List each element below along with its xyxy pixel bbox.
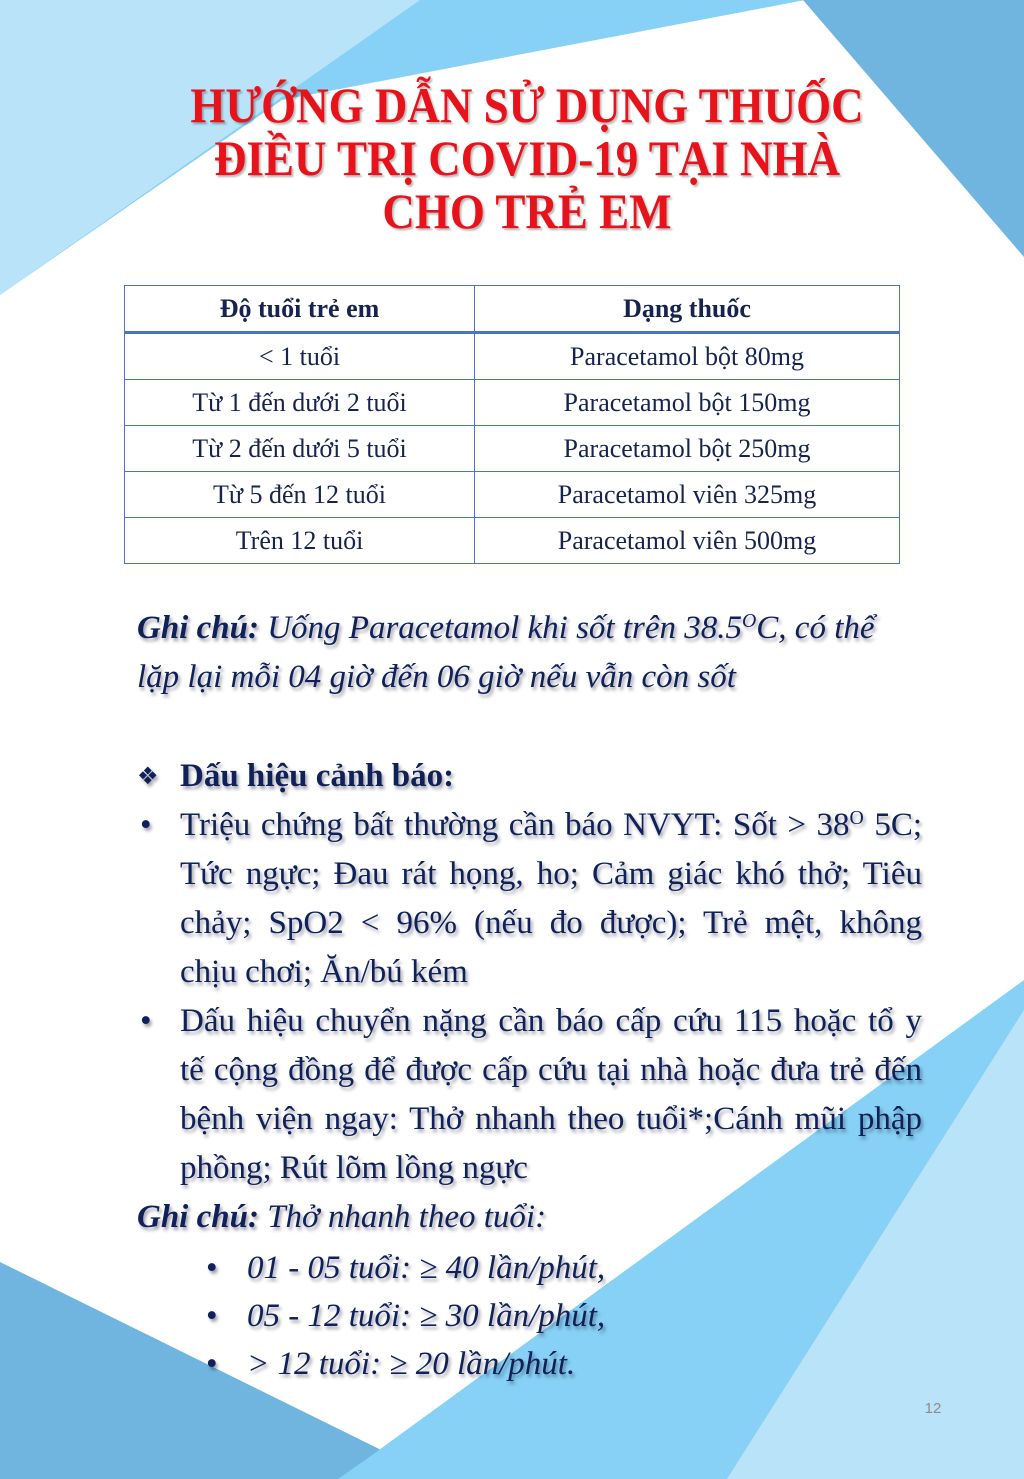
page-number: 12 [924,1400,942,1417]
column-header-medicine: Dạng thuốc [475,286,900,333]
column-header-age: Độ tuổi trẻ em [125,286,475,333]
age-cell: < 1 tuổi [125,333,475,380]
medicine-cell: Paracetamol viên 500mg [475,518,900,564]
heading-text: Dấu hiệu cảnh báo: [180,758,455,794]
degree-superscript: O [849,807,864,830]
section-heading [137,752,922,801]
note-label: Ghi chú: [137,1199,259,1235]
table-row [125,333,900,380]
item-text: 5C; [863,807,923,843]
note-label: Ghi chú: [137,610,259,646]
age-cell: Từ 5 đến 12 tuổi [125,472,475,518]
table-header-row [125,286,900,333]
dosage-table [124,285,900,564]
list-item [137,1292,922,1340]
fever-note-line: lặp lại mỗi 04 giờ đến 06 giờ nếu vẫn còn sốt [137,659,736,695]
bullet-icon: • [140,1003,152,1039]
bullet-icon: • [206,1346,218,1382]
item-line: Dấu hiệu chuyển nặng cần báo cấp cứu 115 hoặc tổ y [180,1003,922,1039]
bullet-icon: • [206,1250,218,1286]
item-line: chịu chơi; Ăn/bú kém [180,954,468,990]
warning-signs-section [137,752,922,1388]
page-title [27,79,1024,238]
medicine-cell: Paracetamol bột 250mg [475,426,900,472]
rate-text: 05 - 12 tuổi: ≥ 30 lần/phút, [247,1298,606,1334]
bullet-icon: • [206,1298,218,1334]
title-line: CHO TRẺ EM [382,183,672,239]
diamond-bullet-icon: ❖ [137,762,159,790]
item-line: phồng; Rút lõm lồng ngực [180,1150,528,1186]
rate-text: 01 - 05 tuổi: ≥ 40 lần/phút, [247,1250,606,1286]
item-text: Triệu chứng bất thường cần báo NVYT: Sốt > 38 [180,807,850,843]
table-row [125,518,900,564]
item-line [180,801,922,850]
list-item [137,801,922,997]
bullet-icon: • [140,807,152,843]
breathing-rate-list [137,1244,922,1388]
fever-note-line [137,604,927,653]
list-item [137,997,922,1193]
degree-superscript: O [741,610,757,633]
medicine-cell: Paracetamol bột 80mg [475,333,900,380]
table-row [125,426,900,472]
age-cell: Từ 1 đến dưới 2 tuổi [125,380,475,426]
title-line: HƯỚNG DẪN SỬ DỤNG THUỐC [190,77,864,133]
table-row [125,472,900,518]
item-line: tế cộng đồng để được cấp cứu tại nhà hoặc đưa trẻ đến [180,1052,922,1088]
list-item [137,1340,922,1388]
medicine-cell: Paracetamol bột 150mg [475,380,900,426]
item-line: Tức ngực; Đau rát họng, ho; Cảm giác khó thở; Tiêu [180,856,922,892]
note-text: Uống Paracetamol khi sốt trên 38.5 [258,610,742,646]
item-line: chảy; SpO2 < 96% (nếu đo được); Trẻ mệt, không [180,905,922,941]
age-cell: Trên 12 tuổi [125,518,475,564]
title-line: ĐIỀU TRỊ COVID-19 TẠI NHÀ [214,130,840,186]
list-item [137,1244,922,1292]
breathing-rate-note [137,1193,922,1242]
note-text: C, có thể [756,610,875,646]
fever-note [137,604,927,702]
item-line: bệnh viện ngay: Thở nhanh theo tuổi*;Cánh mũi phập [180,1101,922,1137]
age-cell: Từ 2 đến dưới 5 tuổi [125,426,475,472]
note-text: Thở nhanh theo tuổi: [258,1199,547,1235]
rate-text: > 12 tuổi: ≥ 20 lần/phút. [247,1346,576,1382]
medicine-cell: Paracetamol viên 325mg [475,472,900,518]
table-row [125,380,900,426]
